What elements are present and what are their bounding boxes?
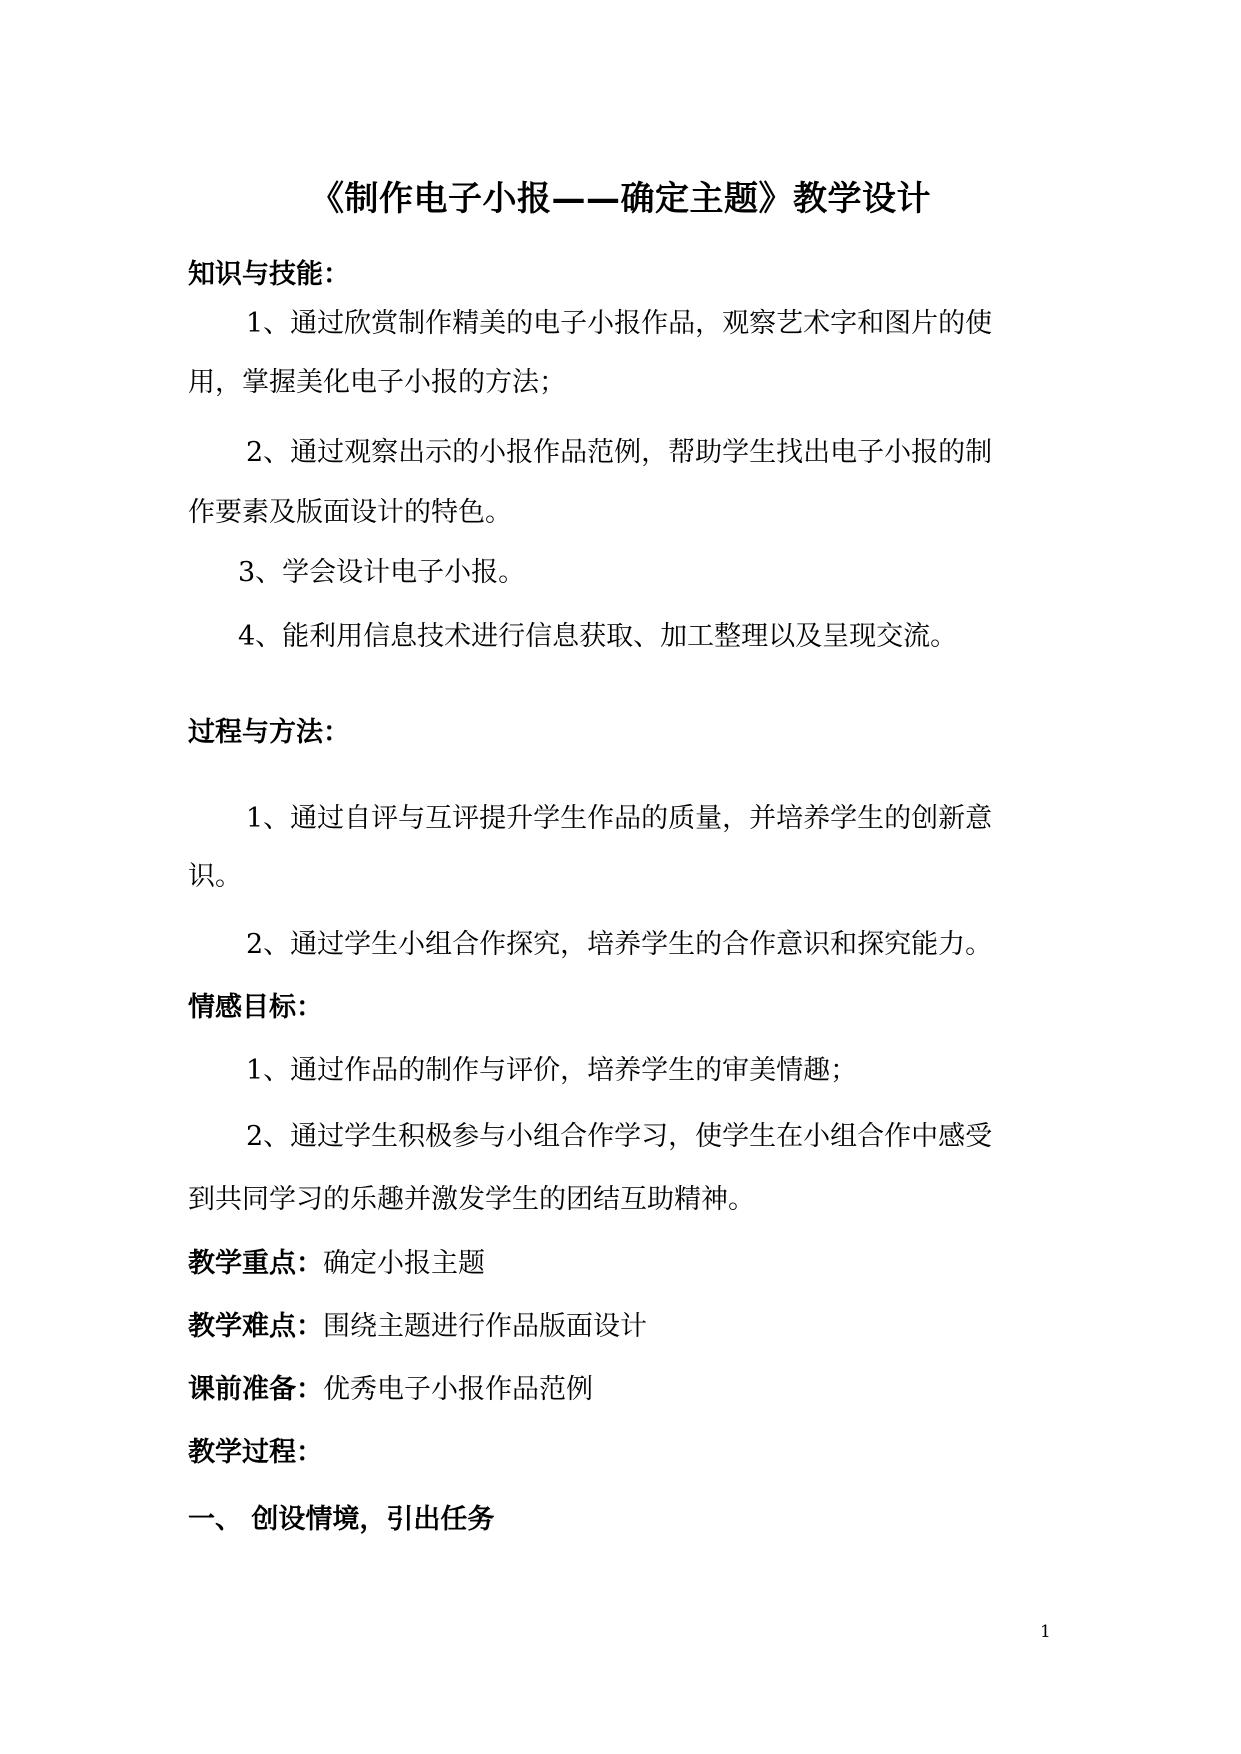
key-point-value: 确定小报主题 <box>323 1248 485 1279</box>
difficulty-row <box>188 1307 647 1347</box>
preparation-value: 优秀电子小报作品范例 <box>323 1374 593 1405</box>
teaching-process-heading: 教学过程： <box>188 1437 323 1468</box>
document-title: 《制作电子小报——确定主题》教学设计 <box>310 179 931 219</box>
key-point-label: 教学重点： <box>188 1248 323 1279</box>
knowledge-item-3: 3、学会设计电子小报。 <box>238 557 526 588</box>
knowledge-item-1-line-2: 用，掌握美化电子小报的方法； <box>188 367 566 398</box>
page-number: 1 <box>1040 1622 1051 1642</box>
knowledge-item-4: 4、能利用信息技术进行信息获取、加工整理以及呈现交流。 <box>238 621 958 652</box>
section-1-heading: 一、 创设情境，引出任务 <box>188 1504 495 1535</box>
process-item-1-line-2: 识。 <box>188 861 242 892</box>
emotion-item-1: 1、通过作品的制作与评价，培养学生的审美情趣； <box>246 1055 858 1086</box>
difficulty-value: 围绕主题进行作品版面设计 <box>323 1311 647 1342</box>
knowledge-item-2-line-2: 作要素及版面设计的特色。 <box>188 497 512 528</box>
emotion-heading: 情感目标： <box>188 992 323 1023</box>
knowledge-item-1-line-1: 1、通过欣赏制作精美的电子小报作品，观察艺术字和图片的使 <box>246 308 993 339</box>
difficulty-label: 教学难点： <box>188 1311 323 1342</box>
key-point-row <box>188 1244 485 1284</box>
emotion-item-2-line-1: 2、通过学生积极参与小组合作学习，使学生在小组合作中感受 <box>246 1121 993 1152</box>
knowledge-heading: 知识与技能： <box>188 259 350 290</box>
knowledge-item-2-line-1: 2、通过观察出示的小报作品范例，帮助学生找出电子小报的制 <box>246 437 993 468</box>
preparation-label: 课前准备： <box>188 1374 323 1405</box>
emotion-item-2-line-2: 到共同学习的乐趣并激发学生的团结互助精神。 <box>188 1184 755 1215</box>
process-item-2: 2、通过学生小组合作探究，培养学生的合作意识和探究能力。 <box>246 929 993 960</box>
preparation-row <box>188 1370 593 1410</box>
process-item-1-line-1: 1、通过自评与互评提升学生作品的质量，并培养学生的创新意 <box>246 803 993 834</box>
process-heading: 过程与方法： <box>188 717 350 748</box>
